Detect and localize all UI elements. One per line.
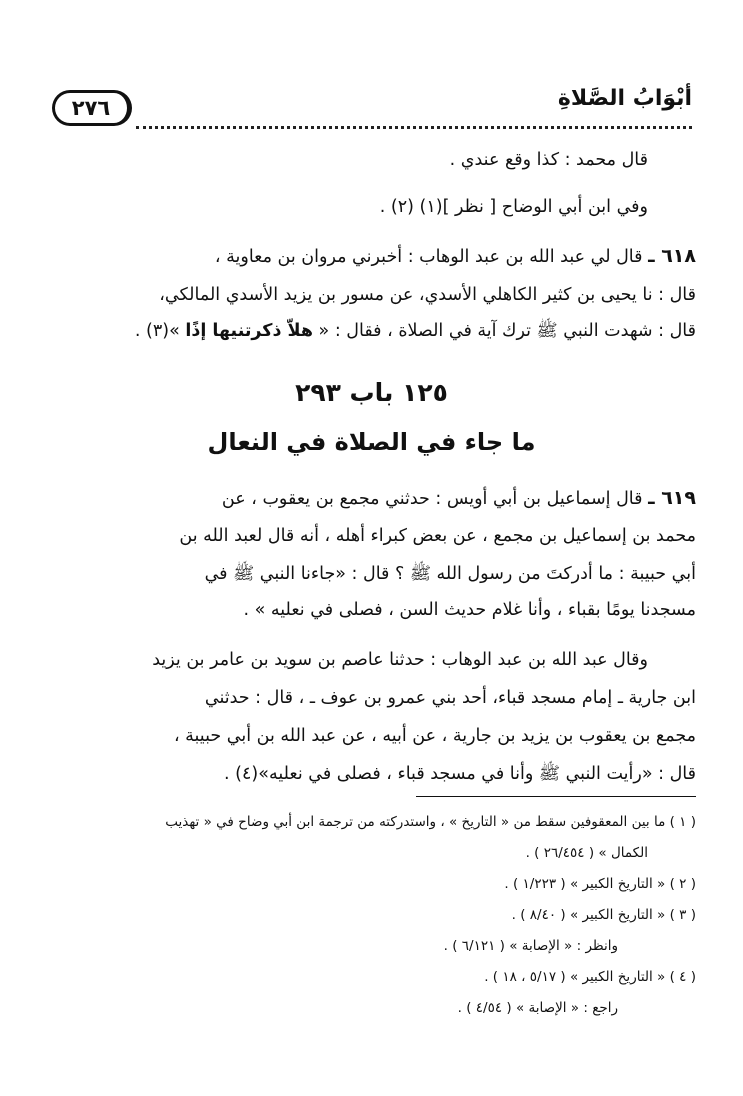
prophetic-quote: هلاّ ذكرتنيها إذًا (185, 321, 313, 341)
hadith-number: ٦١٨ ـ (648, 245, 696, 267)
page-header (52, 84, 692, 128)
chapter-heading: ١٢٥ باب ٢٩٣ (295, 378, 448, 407)
text-line: وفي ابن أبي الوضاح [ نظر ](١) (٢) . (379, 197, 648, 217)
header-divider (136, 126, 692, 129)
hadith-618-line-1 (215, 244, 696, 269)
text-line: أبي حبيبة : ما أدركتَ من رسول الله ﷺ ؟ قال : «جاءنا النبي ﷺ في (204, 564, 696, 584)
text-span: قال إسماعيل بن أبي أويس : حدثني مجمع بن يعقوب ، عن (221, 489, 643, 509)
text-line: مسجدنا يومًا بقباء ، وأنا غلام حديث السن ، فصلى في نعليه » . (243, 600, 696, 620)
footnote: الكمال » ( ٢٦/٤٥٤ ) . (525, 845, 648, 861)
footnote: وانظر : « الإصابة » ( ٦/١٢١ ) . (443, 938, 618, 954)
text-span: »(٣) . (134, 321, 186, 341)
hadith-number: ٦١٩ ـ (648, 487, 696, 509)
text-line: وقال عبد الله بن عبد الوهاب : حدثنا عاصم بن سويد بن عامر بن يزيد (152, 650, 648, 670)
hadith-618-line-3 (135, 319, 696, 343)
footnote-divider (416, 796, 696, 797)
footnote: ( ١ ) ما بين المعقوفين سقط من « التاريخ » ، واستدركته من ترجمة ابن أبي وضاح في « تهذيب (165, 814, 696, 830)
footnote: ( ٢ ) « التاريخ الكبير » ( ١/٢٢٣ ) . (504, 876, 696, 892)
text-line: قال : «رأيت النبي ﷺ وأنا في مسجد قباء ، فصلى في نعليه»(٤) . (224, 764, 696, 784)
page-number: ٢٧٦ (52, 90, 132, 126)
footnote: ( ٤ ) « التاريخ الكبير » ( ٥/١٧ ، ١٨ ) . (484, 969, 696, 985)
text-line: قال : نا يحيى بن كثير الكاهلي الأسدي، عن مسور بن يزيد الأسدي المالكي، (159, 285, 696, 305)
text-line: قال محمد : كذا وقع عندي . (449, 150, 648, 170)
footnote: راجع : « الإصابة » ( ٤/٥٤ ) . (457, 1000, 618, 1016)
hadith-619-line-1 (222, 486, 696, 511)
text-line: محمد بن إسماعيل بن مجمع ، عن بعض كبراء أهله ، أنه قال لعبد الله بن (179, 526, 696, 546)
chapter-subheading: ما جاء في الصلاة في النعال (207, 428, 536, 456)
text-span: قال : شهدت النبي ﷺ ترك آية في الصلاة ، فقال : « (312, 321, 696, 341)
text-span: قال لي عبد الله بن عبد الوهاب : أخبرني مروان بن معاوية ، (214, 247, 643, 267)
footnote: ( ٣ ) « التاريخ الكبير » ( ٨/٤٠ ) . (511, 907, 696, 923)
text-line: ابن جارية ـ إمام مسجد قباء، أحد بني عمرو بن عوف ـ ، قال : حدثني (204, 688, 696, 708)
running-title: أبْوَابُ الصَّلاةِ (557, 86, 692, 111)
text-line: مجمع بن يعقوب بن يزيد بن جارية ، عن أبيه ، عن عبد الله بن أبي حبيبة ، (173, 726, 696, 746)
